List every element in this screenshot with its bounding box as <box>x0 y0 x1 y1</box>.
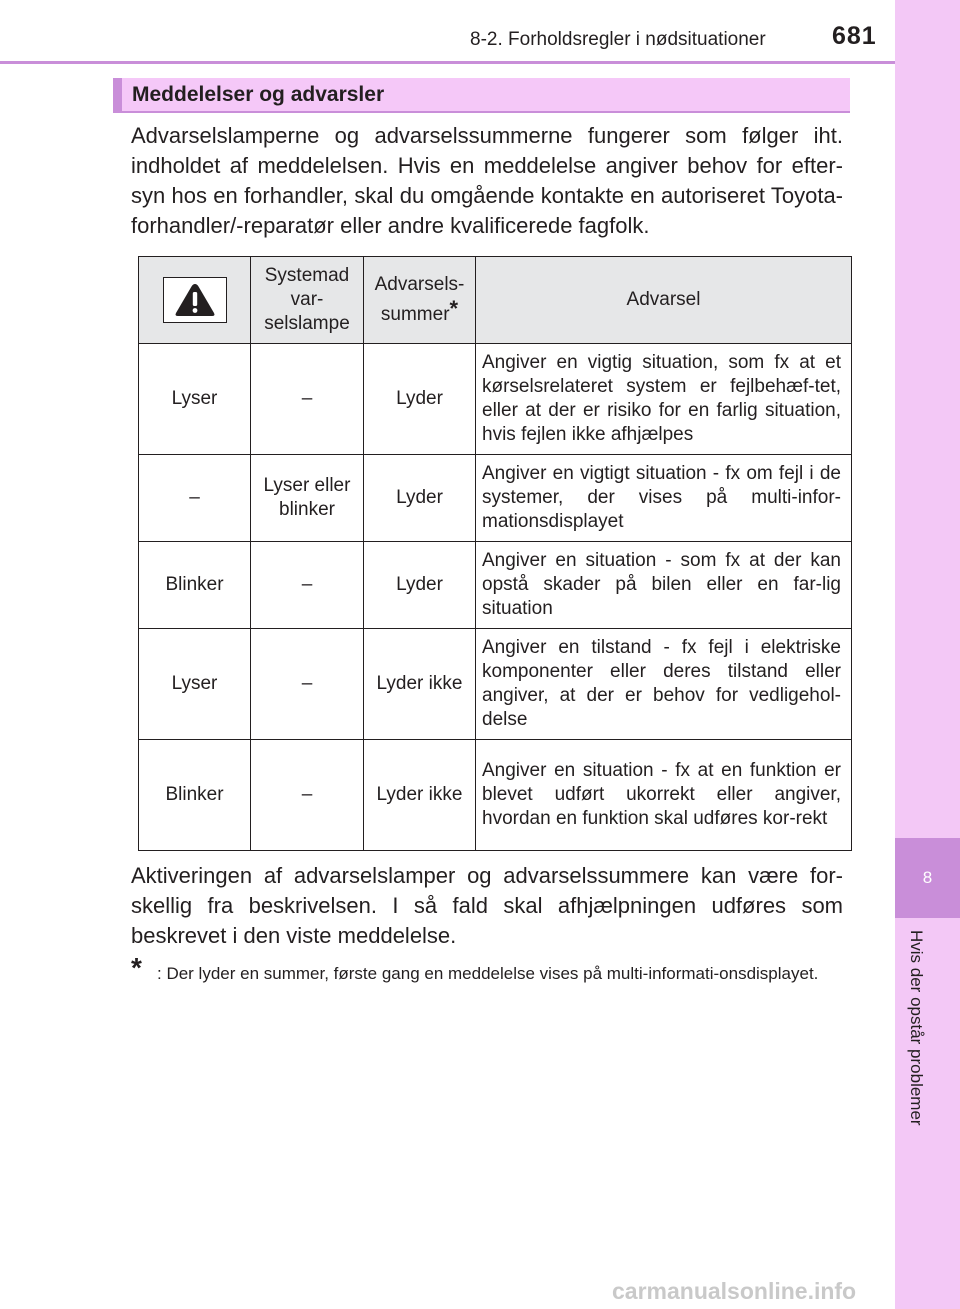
cell-description: Angiver en vigtig situation, som fx at et kørselsrelateret system er fejlbehæf-tet, eller at der er risiko for en farlig situation, hvis fejlen ikke afhjælpes <box>476 344 852 455</box>
footnote-mark: * <box>131 952 142 983</box>
cell-system-lamp: Lyser eller blinker <box>251 455 364 542</box>
header-system-lamp: Systemad var-selslampe <box>251 257 364 344</box>
chapter-title: Hvis der opstår problemer <box>907 930 926 1126</box>
cell-system-lamp: – <box>251 344 364 455</box>
cell-warning-lamp: – <box>139 455 251 542</box>
header-buzzer-label: Advarsels-summer <box>374 274 465 325</box>
cell-buzzer: Lyder ikke <box>364 629 476 740</box>
footnote <box>131 952 843 986</box>
table-row <box>139 344 852 455</box>
header-warning: Advarsel <box>476 257 852 344</box>
running-header: 8-2. Forholdsregler i nødsituationer <box>470 29 766 50</box>
chapter-tab[interactable]: 8 <box>895 838 960 918</box>
cell-description: Angiver en situation - fx at en funktion er blevet udført ukorrekt eller angiver, hvordan en funktion skal udføres kor-rekt <box>476 740 852 851</box>
table-row <box>139 542 852 629</box>
header-buzzer-footnote-mark: * <box>449 296 459 321</box>
cell-buzzer: Lyder <box>364 344 476 455</box>
cell-buzzer: Lyder <box>364 542 476 629</box>
cell-warning-lamp: Lyser <box>139 344 251 455</box>
table-row <box>139 455 852 542</box>
table-header-row <box>139 257 852 344</box>
cell-warning-lamp: Blinker <box>139 542 251 629</box>
cell-description: Angiver en tilstand - fx fejl i elektriske komponenter eller deres tilstand eller angiver, at der er behov for vedligehol-delse <box>476 629 852 740</box>
footnote-text: : Der lyder en summer, første gang en meddelelse vises på multi-informati-onsdisplayet. <box>157 964 819 983</box>
cell-buzzer: Lyder ikke <box>364 740 476 851</box>
warning-table <box>138 256 852 851</box>
cell-system-lamp: – <box>251 542 364 629</box>
table-row <box>139 740 852 851</box>
page-number: 681 <box>832 22 877 50</box>
intro-paragraph: Advarselslamperne og advarselssummerne fungerer som følger iht. indholdet af meddelelsen. Hvis en meddelelse angiver behov for efter-syn hos en forhandler, skal du omgående kontakte en autoriseret Toyota-forhandler/-reparatør eller andre kvalificerede fagfolk. <box>131 123 843 238</box>
cell-warning-lamp: Lyser <box>139 629 251 740</box>
header-rule <box>0 61 895 64</box>
header-buzzer <box>364 257 476 344</box>
section-heading-bar <box>113 78 850 112</box>
cell-buzzer: Lyder <box>364 455 476 542</box>
section-heading: Meddelelser og advarsler <box>132 83 385 106</box>
cell-system-lamp: – <box>251 740 364 851</box>
header-warning-icon-cell <box>139 257 251 344</box>
watermark: carmanualsonline.info <box>612 1278 857 1304</box>
cell-system-lamp: – <box>251 629 364 740</box>
warning-triangle-icon <box>163 277 227 323</box>
section-heading-rule <box>113 111 850 113</box>
cell-description: Angiver en vigtigt situation - fx om fejl i de systemer, der vises på multi-infor-mationsdisplayet <box>476 455 852 542</box>
table-row <box>139 629 852 740</box>
cell-description: Angiver en situation - som fx at der kan opstå skader på bilen eller en far-lig situation <box>476 542 852 629</box>
cell-warning-lamp: Blinker <box>139 740 251 851</box>
outro-paragraph: Aktiveringen af advarselslamper og advarselssummere kan være for-skellig fra beskrivelsen. I så fald skal afhjælpningen udføres som beskrevet i den viste meddelelse. <box>131 863 843 948</box>
